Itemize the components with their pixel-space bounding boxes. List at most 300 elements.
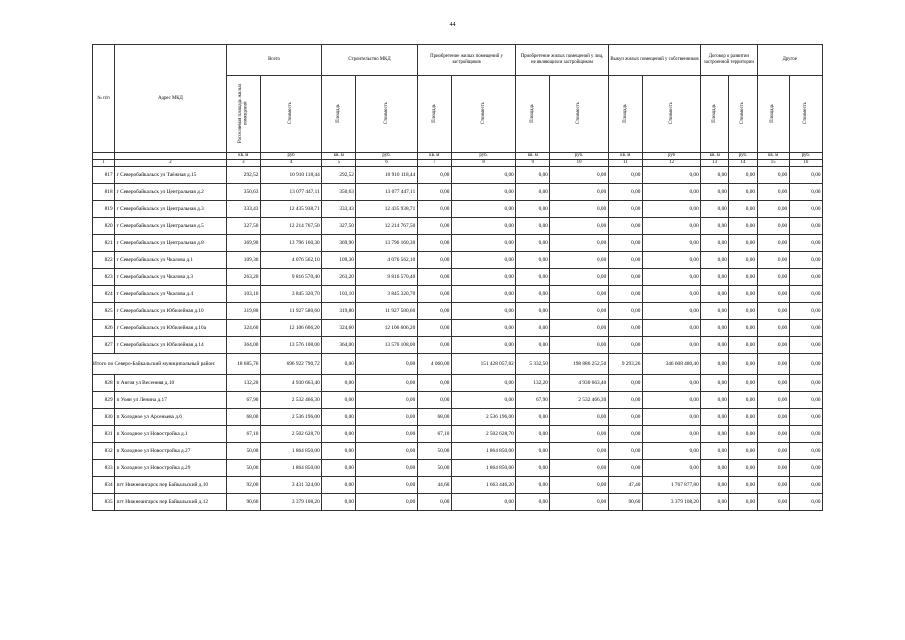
cost-value-cell: 0,00 <box>729 235 757 252</box>
area-value-cell: 0,00 <box>701 443 729 460</box>
cost-value-cell: 0,00 <box>729 460 757 477</box>
row-number: 831 <box>93 426 115 443</box>
table-row <box>93 269 823 286</box>
header-group-other: Другое <box>757 45 822 76</box>
header-number: № п/п <box>93 45 115 153</box>
area-value-cell: 0,00 <box>516 201 550 218</box>
cost-value-cell: 0,00 <box>789 235 822 252</box>
header-cost: Стоимость <box>451 76 515 153</box>
cost-value-cell: 3 379 108,20 <box>642 494 700 511</box>
area-value-cell: 0,00 <box>516 184 550 201</box>
area-value-cell: 0,00 <box>701 235 729 252</box>
column-number-cell: 9 <box>516 160 550 167</box>
area-value-cell: 0,00 <box>516 269 550 286</box>
cost-value-cell: 0,00 <box>729 201 757 218</box>
cost-value-cell: 3 845 320,70 <box>260 286 321 303</box>
cost-value-cell: 9 816 570,40 <box>260 269 321 286</box>
area-value-cell: 0,00 <box>701 426 729 443</box>
area-value-cell: 0,00 <box>417 286 451 303</box>
row-number: 829 <box>93 392 115 409</box>
cost-value-cell: 13 077 447,11 <box>260 184 321 201</box>
row-number: 824 <box>93 286 115 303</box>
area-value-cell: 0,00 <box>417 269 451 286</box>
area-value-cell: 0,00 <box>701 354 729 375</box>
address-cell: г Северобайкальск ул Центральная д.5 <box>115 218 227 235</box>
area-value-cell: 0,00 <box>701 392 729 409</box>
area-value-cell: 0,00 <box>516 235 550 252</box>
cost-value-cell: 0,00 <box>729 286 757 303</box>
area-value-cell: 0,00 <box>701 460 729 477</box>
area-value-cell: 0,00 <box>322 477 356 494</box>
cost-value-cell: 0,00 <box>550 409 608 426</box>
area-value-cell: 0,00 <box>417 252 451 269</box>
cost-value-cell: 0,00 <box>451 494 515 511</box>
area-value-cell: 327,50 <box>322 218 356 235</box>
area-value-cell: 0,00 <box>417 375 451 392</box>
area-value-cell: 50,00 <box>226 460 260 477</box>
column-number-cell: 5 <box>322 160 356 167</box>
area-value-cell: 0,00 <box>608 235 642 252</box>
area-value-cell: 0,00 <box>608 426 642 443</box>
cost-value-cell: 0,00 <box>789 218 822 235</box>
area-value-cell: 47,40 <box>608 477 642 494</box>
table-row <box>93 303 823 320</box>
area-value-cell: 0,00 <box>608 320 642 337</box>
area-value-cell: 0,00 <box>322 375 356 392</box>
cost-value-cell: 0,00 <box>451 252 515 269</box>
cost-value-cell: 0,00 <box>729 426 757 443</box>
area-value-cell: 292,52 <box>322 167 356 184</box>
cost-value-cell: 0,00 <box>550 286 608 303</box>
row-number: 819 <box>93 201 115 218</box>
area-value-cell: 0,00 <box>701 167 729 184</box>
cost-value-cell: 0,00 <box>789 460 822 477</box>
cost-value-cell: 0,00 <box>642 218 700 235</box>
area-value-cell: 0,00 <box>417 167 451 184</box>
cost-value-cell: 2 502 628,70 <box>451 426 515 443</box>
header-area: Площадь <box>701 76 729 153</box>
cost-value-cell: 11 927 580,60 <box>260 303 321 320</box>
area-value-cell: 18 685,76 <box>226 354 260 375</box>
cost-value-cell: 0,00 <box>550 460 608 477</box>
header-cost: Стоимость <box>356 76 417 153</box>
cost-value-cell: 12 106 606,20 <box>260 320 321 337</box>
address-cell: п Холодное ул Новостройка д.29 <box>115 460 227 477</box>
area-value-cell: 0,00 <box>757 392 789 409</box>
cost-value-cell: 0,00 <box>356 443 417 460</box>
area-value-cell: 0,00 <box>701 252 729 269</box>
cost-value-cell: 0,00 <box>451 201 515 218</box>
cost-value-cell: 0,00 <box>642 286 700 303</box>
cost-value-cell: 0,00 <box>642 303 700 320</box>
cost-value-cell: 0,00 <box>729 375 757 392</box>
table-row <box>93 337 823 354</box>
header-group-buyout: Выкуп жилых помещений у собственников <box>608 45 701 76</box>
cost-value-cell: 4 930 663,40 <box>550 375 608 392</box>
area-value-cell: 0,00 <box>608 218 642 235</box>
area-value-cell: 0,00 <box>516 460 550 477</box>
area-value-cell: 90,60 <box>608 494 642 511</box>
area-value-cell: 0,00 <box>757 303 789 320</box>
area-value-cell: 0,00 <box>757 320 789 337</box>
address-cell: г Северобайкальск ул Юбилейная д.14 <box>115 337 227 354</box>
cost-value-cell: 11 927 580,60 <box>356 303 417 320</box>
cost-value-cell: 13 077 447,11 <box>356 184 417 201</box>
row-number: 833 <box>93 460 115 477</box>
address-cell: п Ангоя ул Весенняя д.10 <box>115 375 227 392</box>
area-value-cell: 0,00 <box>516 337 550 354</box>
cost-value-cell: 0,00 <box>550 269 608 286</box>
area-value-cell: 0,00 <box>757 201 789 218</box>
area-value-cell: 0,00 <box>417 320 451 337</box>
unit-cell: руб. <box>729 153 757 160</box>
cost-value-cell: 0,00 <box>451 320 515 337</box>
area-value-cell: 67,10 <box>417 426 451 443</box>
area-value-cell: 0,00 <box>516 252 550 269</box>
column-number-cell: 3 <box>226 160 260 167</box>
area-value-cell: 0,00 <box>608 286 642 303</box>
cost-value-cell: 12 214 767,50 <box>260 218 321 235</box>
unit-cell: руб. <box>550 153 608 160</box>
row-number: 830 <box>93 409 115 426</box>
unit-cell: руб <box>642 153 700 160</box>
area-value-cell: 0,00 <box>516 167 550 184</box>
cost-value-cell: 12 106 606,20 <box>356 320 417 337</box>
area-value-cell: 0,00 <box>417 337 451 354</box>
area-value-cell: 0,00 <box>322 494 356 511</box>
table-row <box>93 201 823 218</box>
table-row <box>93 443 823 460</box>
table-row <box>93 409 823 426</box>
cost-value-cell: 0,00 <box>729 167 757 184</box>
column-number-cell: 10 <box>550 160 608 167</box>
cost-value-cell: 0,00 <box>451 303 515 320</box>
address-cell: п Холодное ул Арсеньева д.6 <box>115 409 227 426</box>
column-number-cell: 11 <box>608 160 642 167</box>
page-number: 44 <box>449 22 456 28</box>
cost-value-cell: 0,00 <box>356 392 417 409</box>
row-number: 823 <box>93 269 115 286</box>
table-row <box>93 320 823 337</box>
address-cell: п Холодное ул Новостройка д.1 <box>115 426 227 443</box>
area-value-cell: 67,90 <box>226 392 260 409</box>
cost-value-cell: 4 076 562,10 <box>260 252 321 269</box>
table-row <box>93 218 823 235</box>
table-row <box>93 375 823 392</box>
address-cell: пгт Нижнеангарск пер Байкальский д.12 <box>115 494 227 511</box>
cost-value-cell: 2 536 196,00 <box>451 409 515 426</box>
area-value-cell: 0,00 <box>608 167 642 184</box>
cost-value-cell: 0,00 <box>789 201 822 218</box>
area-value-cell: 0,00 <box>417 392 451 409</box>
row-number: 821 <box>93 235 115 252</box>
area-value-cell: 0,00 <box>608 201 642 218</box>
area-value-cell: 324,60 <box>322 320 356 337</box>
area-value-cell: 109,30 <box>322 252 356 269</box>
area-value-cell: 0,00 <box>701 375 729 392</box>
cost-value-cell: 2 532 466,30 <box>550 392 608 409</box>
cost-value-cell: 2 502 628,70 <box>260 426 321 443</box>
header-group-construction: Строительство МКД <box>322 45 418 76</box>
cost-value-cell: 1 767 877,80 <box>642 477 700 494</box>
cost-value-cell: 0,00 <box>729 409 757 426</box>
area-value-cell: 0,00 <box>757 375 789 392</box>
area-value-cell: 0,00 <box>516 426 550 443</box>
cost-value-cell: 4 930 663,40 <box>260 375 321 392</box>
area-value-cell: 103,10 <box>322 286 356 303</box>
row-number: 822 <box>93 252 115 269</box>
cost-value-cell: 0,00 <box>642 167 700 184</box>
address-cell: г Северобайкальск ул Юбилейная д.10 <box>115 303 227 320</box>
cost-value-cell: 0,00 <box>550 477 608 494</box>
cost-value-cell: 12 435 938,71 <box>260 201 321 218</box>
cost-value-cell: 0,00 <box>729 477 757 494</box>
column-number-cell: 7 <box>417 160 451 167</box>
area-value-cell: 319,80 <box>226 303 260 320</box>
row-number: 828 <box>93 375 115 392</box>
total-label: Итого по Северо-Байкальский муниципальный район: <box>93 354 227 375</box>
column-number-cell: 4 <box>260 160 321 167</box>
units-blank-cell <box>93 153 115 160</box>
area-value-cell: 0,00 <box>757 337 789 354</box>
header-cost: Стоимость <box>789 76 822 153</box>
area-value-cell: 0,00 <box>757 494 789 511</box>
cost-value-cell: 0,00 <box>356 460 417 477</box>
cost-value-cell: 13 576 108,00 <box>260 337 321 354</box>
area-value-cell: 0,00 <box>417 235 451 252</box>
cost-value-cell: 0,00 <box>789 375 822 392</box>
header-area: Площадь <box>757 76 789 153</box>
area-value-cell: 369,90 <box>226 235 260 252</box>
cost-value-cell: 0,00 <box>642 337 700 354</box>
area-value-cell: 68,00 <box>417 409 451 426</box>
area-value-cell: 0,00 <box>516 320 550 337</box>
area-value-cell: 0,00 <box>516 443 550 460</box>
cost-value-cell: 0,00 <box>642 375 700 392</box>
column-number-cell: 2 <box>115 160 227 167</box>
row-number: 834 <box>93 477 115 494</box>
header-cost: Стоимость <box>729 76 757 153</box>
address-cell: г Северобайкальск ул Центральная д.8 <box>115 235 227 252</box>
area-value-cell: 0,00 <box>757 235 789 252</box>
cost-value-cell: 151 428 057,82 <box>451 354 515 375</box>
header-cost: Стоимость <box>550 76 608 153</box>
cost-value-cell: 0,00 <box>789 392 822 409</box>
cost-value-cell: 1 864 850,00 <box>260 443 321 460</box>
cost-value-cell: 2 536 196,00 <box>260 409 321 426</box>
address-cell: г Северобайкальск ул Центральная д.3 <box>115 201 227 218</box>
area-value-cell: 50,00 <box>417 460 451 477</box>
table-row <box>93 392 823 409</box>
column-number-cell: 6 <box>356 160 417 167</box>
cost-value-cell: 0,00 <box>789 303 822 320</box>
area-value-cell: 327,50 <box>226 218 260 235</box>
area-value-cell: 0,00 <box>516 477 550 494</box>
address-cell: г Северобайкальск ул Чкалова д.1 <box>115 252 227 269</box>
unit-cell: руб. <box>356 153 417 160</box>
cost-value-cell: 696 922 790,72 <box>260 354 321 375</box>
address-cell: г Северобайкальск ул Чкалова д.3 <box>115 269 227 286</box>
area-value-cell: 5 332,50 <box>516 354 550 375</box>
area-value-cell: 0,00 <box>608 184 642 201</box>
area-value-cell: 0,00 <box>757 184 789 201</box>
area-value-cell: 350,63 <box>226 184 260 201</box>
area-value-cell: 0,00 <box>516 409 550 426</box>
area-value-cell: 44,60 <box>417 477 451 494</box>
unit-cell: кв. м <box>322 153 356 160</box>
table-row <box>93 460 823 477</box>
area-value-cell: 333,43 <box>322 201 356 218</box>
cost-value-cell: 0,00 <box>789 426 822 443</box>
area-value-cell: 0,00 <box>608 392 642 409</box>
table-row <box>93 167 823 184</box>
area-value-cell: 0,00 <box>608 460 642 477</box>
cost-value-cell: 2 532 466,30 <box>260 392 321 409</box>
header-area: Площадь <box>322 76 356 153</box>
cost-value-cell: 0,00 <box>451 286 515 303</box>
area-value-cell: 0,00 <box>757 354 789 375</box>
area-value-cell: 90,60 <box>226 494 260 511</box>
row-number: 832 <box>93 443 115 460</box>
area-value-cell: 0,00 <box>417 201 451 218</box>
cost-value-cell: 0,00 <box>642 426 700 443</box>
area-value-cell: 0,00 <box>516 218 550 235</box>
address-cell: п Холодное ул Новостройка д.27 <box>115 443 227 460</box>
area-value-cell: 0,00 <box>516 286 550 303</box>
cost-value-cell: 0,00 <box>356 494 417 511</box>
cost-value-cell: 13 576 108,00 <box>356 337 417 354</box>
cost-value-cell: 0,00 <box>356 354 417 375</box>
cost-value-cell: 1 663 446,20 <box>451 477 515 494</box>
table-row <box>93 235 823 252</box>
cost-value-cell: 12 214 767,50 <box>356 218 417 235</box>
area-value-cell: 0,00 <box>608 443 642 460</box>
area-value-cell: 0,00 <box>417 184 451 201</box>
cost-value-cell: 13 796 160,30 <box>356 235 417 252</box>
cost-value-cell: 0,00 <box>642 443 700 460</box>
cost-value-cell: 0,00 <box>729 252 757 269</box>
cost-value-cell: 12 435 938,71 <box>356 201 417 218</box>
area-value-cell: 0,00 <box>757 460 789 477</box>
cost-value-cell: 0,00 <box>356 409 417 426</box>
area-value-cell: 0,00 <box>608 337 642 354</box>
cost-value-cell: 0,00 <box>789 252 822 269</box>
area-value-cell: 369,90 <box>322 235 356 252</box>
cost-value-cell: 346 608 480,40 <box>642 354 700 375</box>
cost-value-cell: 1 864 850,00 <box>451 460 515 477</box>
area-value-cell: 324,60 <box>226 320 260 337</box>
area-value-cell: 0,00 <box>608 303 642 320</box>
unit-cell: кв. м <box>417 153 451 160</box>
column-number-cell: 1 <box>93 160 115 167</box>
cost-value-cell: 0,00 <box>789 409 822 426</box>
header-group-total: Всего <box>226 45 322 76</box>
cost-value-cell: 0,00 <box>642 409 700 426</box>
area-value-cell: 0,00 <box>516 303 550 320</box>
area-value-cell: 67,10 <box>226 426 260 443</box>
row-number: 835 <box>93 494 115 511</box>
unit-cell: кв. м <box>608 153 642 160</box>
cost-value-cell: 0,00 <box>789 494 822 511</box>
unit-cell: кв. м <box>226 153 260 160</box>
table-row <box>93 426 823 443</box>
cost-value-cell: 0,00 <box>789 337 822 354</box>
cost-value-cell: 0,00 <box>729 494 757 511</box>
area-value-cell: 0,00 <box>322 460 356 477</box>
cost-value-cell: 0,00 <box>789 184 822 201</box>
cost-value-cell: 0,00 <box>729 218 757 235</box>
area-value-cell: 0,00 <box>757 477 789 494</box>
total-row <box>93 354 823 375</box>
column-number-cell: 13 <box>701 160 729 167</box>
area-value-cell: 109,30 <box>226 252 260 269</box>
cost-value-cell: 3 845 320,70 <box>356 286 417 303</box>
table-row <box>93 184 823 201</box>
address-cell: г Северобайкальск ул Таёжная д.15 <box>115 167 227 184</box>
cost-value-cell: 0,00 <box>550 303 608 320</box>
cost-value-cell: 0,00 <box>550 218 608 235</box>
cost-value-cell: 198 886 252,50 <box>550 354 608 375</box>
area-value-cell: 0,00 <box>701 477 729 494</box>
cost-value-cell: 0,00 <box>451 218 515 235</box>
cost-value-cell: 0,00 <box>729 443 757 460</box>
area-value-cell: 92,00 <box>226 477 260 494</box>
address-cell: г Северобайкальск ул Центральная д.2 <box>115 184 227 201</box>
cost-value-cell: 0,00 <box>356 375 417 392</box>
column-number-cell: 16 <box>789 160 822 167</box>
cost-value-cell: 0,00 <box>789 443 822 460</box>
area-value-cell: 0,00 <box>701 201 729 218</box>
header-group-purchase-non-developers: Приобретение жилых помещений у лиц, не являющихся застройщиком <box>516 45 608 76</box>
area-value-cell: 67,90 <box>516 392 550 409</box>
area-value-cell: 0,00 <box>322 409 356 426</box>
column-number-cell: 14 <box>729 160 757 167</box>
cost-value-cell: 0,00 <box>789 320 822 337</box>
area-value-cell: 0,00 <box>701 337 729 354</box>
cost-value-cell: 0,00 <box>550 235 608 252</box>
area-value-cell: 0,00 <box>701 286 729 303</box>
table-row <box>93 286 823 303</box>
cost-value-cell: 0,00 <box>550 426 608 443</box>
area-value-cell: 0,00 <box>608 269 642 286</box>
cost-value-cell: 4 076 562,10 <box>356 252 417 269</box>
area-value-cell: 350,63 <box>322 184 356 201</box>
unit-cell: руб. <box>451 153 515 160</box>
area-value-cell: 0,00 <box>757 218 789 235</box>
cost-value-cell: 0,00 <box>451 337 515 354</box>
cost-value-cell: 0,00 <box>642 184 700 201</box>
cost-value-cell: 13 796 160,30 <box>260 235 321 252</box>
row-number: 820 <box>93 218 115 235</box>
area-value-cell: 103,10 <box>226 286 260 303</box>
area-value-cell: 0,00 <box>757 252 789 269</box>
cost-value-cell: 0,00 <box>451 235 515 252</box>
cost-value-cell: 0,00 <box>356 426 417 443</box>
cost-value-cell: 10 910 118,44 <box>260 167 321 184</box>
row-number: 817 <box>93 167 115 184</box>
cost-value-cell: 0,00 <box>451 269 515 286</box>
cost-value-cell: 0,00 <box>789 269 822 286</box>
area-value-cell: 0,00 <box>701 303 729 320</box>
row-number: 826 <box>93 320 115 337</box>
header-area: Площадь <box>417 76 451 153</box>
area-value-cell: 0,00 <box>701 409 729 426</box>
cost-value-cell: 0,00 <box>451 392 515 409</box>
area-value-cell: 0,00 <box>608 375 642 392</box>
area-value-cell: 0,00 <box>701 184 729 201</box>
area-value-cell: 364,00 <box>226 337 260 354</box>
table-row <box>93 494 823 511</box>
